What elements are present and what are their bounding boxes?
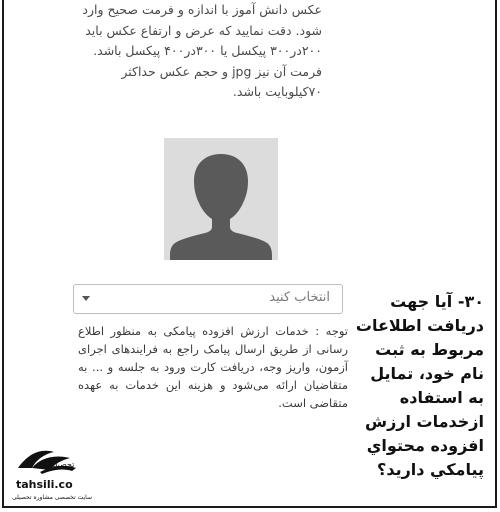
select-value: انتخاب کنید xyxy=(269,290,330,305)
site-logo xyxy=(10,438,94,508)
form-panel xyxy=(2,0,497,508)
sms-service-note: توجه : خدمات ارزش افزوده پیامکی به منظور اطلاع رسانی از طریق ارسال پیامک راجع به فرایندهای اجرای آزمون، واریز وجه، دریافت کارت ورود به جلسه و ... به متقاضیان ارائه می‌شود و هزینه این خدمات به عهده متقاضی است. xyxy=(78,324,348,410)
photo-upload-placeholder[interactable] xyxy=(164,138,278,260)
photo-instructions xyxy=(48,0,322,103)
instruction-line: ۷۰کیلوبایت باشد. xyxy=(232,84,322,99)
instruction-line: فرمت آن نیز jpg و حجم عکس حداکثر xyxy=(121,63,322,79)
logo-brand: tahsili.co xyxy=(16,478,73,491)
question-30: ۳۰- آیا جهت دریافت اطلاعات مربوط به ثبت نام خود، تمایل به استفاده ازخدمات ارزش افزوده محتواي پيامكي داريد؟ xyxy=(355,292,484,479)
sms-service-select[interactable] xyxy=(73,284,343,314)
instruction-line: شود. دقت نمایید که عرض و ارتفاع عکس باید xyxy=(85,22,322,38)
instruction-line: عکس دانش آموز با اندازه و فرمت صحیح وارد xyxy=(82,2,322,17)
logo-name-fa: تحصیلیکو xyxy=(44,460,75,469)
chevron-down-icon xyxy=(82,296,90,301)
person-silhouette-icon xyxy=(164,138,278,260)
logo-tagline: سایت تخصصی مشاوره تحصیلی xyxy=(12,494,92,501)
instruction-line: ۲۰۰در۳۰۰ پیکسل یا ۳۰۰در۴۰۰ پیکسل باشد. xyxy=(93,43,322,58)
book-wave-icon xyxy=(10,438,94,478)
